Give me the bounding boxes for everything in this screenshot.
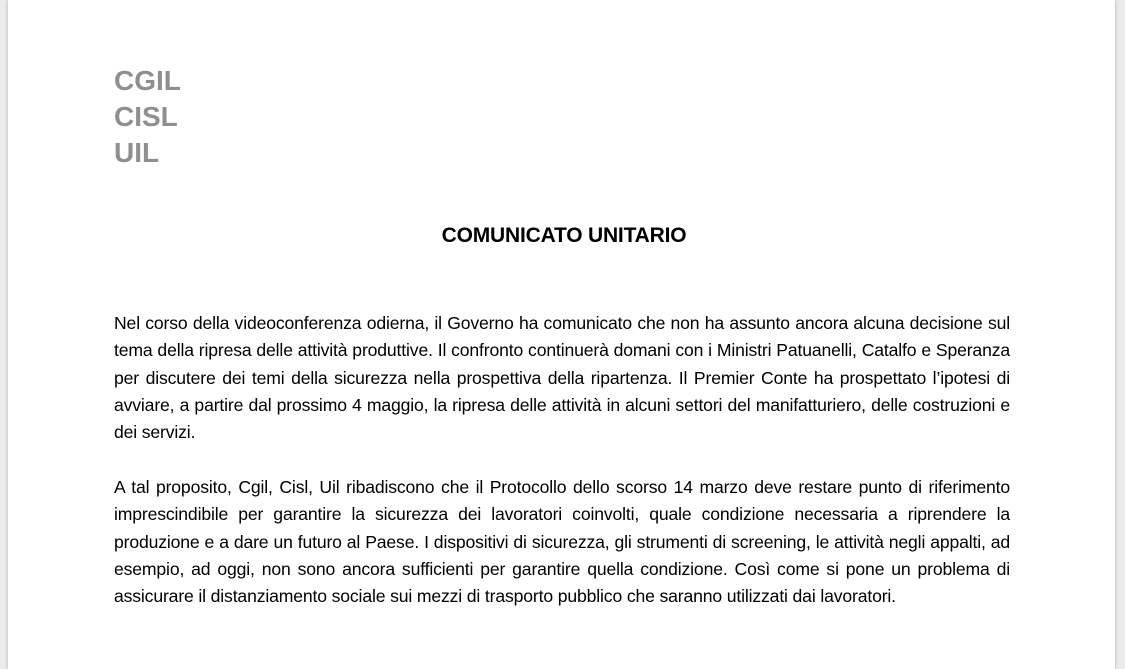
paragraph-2: A tal proposito, Cgil, Cisl, Uil ribadiscono che il Protocollo dello scorso 14 marzo deve restare punto di riferimento imprescindibile per garantire la sicurezza dei lavoratori coinvolti, quale condizione necessaria a riprendere la produzione e a dare un futuro al Paese. I dispositivi di sicurezza, gli strumenti di screening, le attività negli appalti, ad esempio, ad oggi, non sono ancora sufficienti per garantire quella condizione. Così come si pone un problema di assicurare il distanziamento sociale sui mezzi di trasporto pubblico che saranno utilizzati dai lavoratori.	[114, 477, 1010, 607]
document-page	[8, 0, 1115, 669]
union-cisl: CISL	[114, 101, 178, 132]
union-cgil: CGIL	[114, 65, 181, 96]
paragraph-1: Nel corso della videoconferenza odierna, il Governo ha comunicato che non ha assunto ancora alcuna decisione sul tema della ripresa delle attività produttive. Il confronto continuerà domani con i Ministri Patuanelli, Catalfo e Speranza per discutere dei temi della sicurezza nella prospettiva della ripartenza. Il Premier Conte ha prospettato l’ipotesi di avviare, a partire dal prossimo 4 maggio, la ripresa delle attività in alcuni settori del manifatturiero, delle costruzioni e dei servizi.	[114, 313, 1010, 443]
union-uil: UIL	[114, 137, 160, 168]
union-logos	[114, 63, 181, 171]
document-title: COMUNICATO UNITARIO	[441, 224, 687, 247]
